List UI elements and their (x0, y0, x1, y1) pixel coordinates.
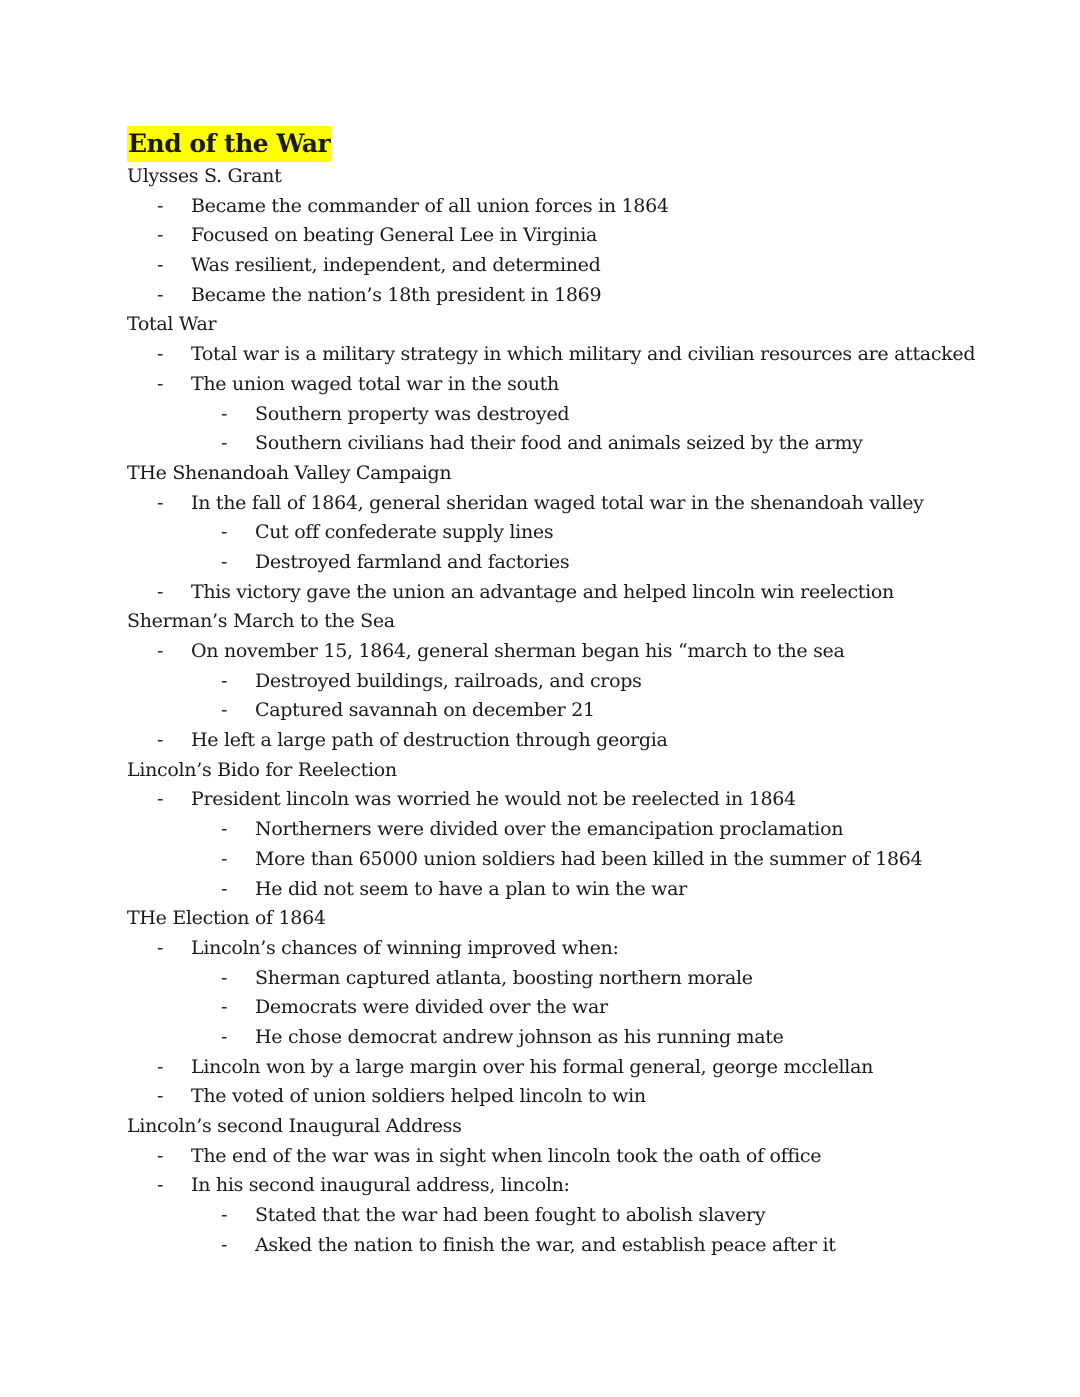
sub-bullet-item (127, 429, 1027, 459)
bullet-dash-icon: - (221, 521, 228, 544)
sub-bullet-item (127, 696, 1027, 726)
bullet-item (127, 251, 1027, 281)
bullet-dash-icon: - (221, 402, 228, 425)
sub-bullet-item (127, 667, 1027, 697)
sub-bullet-item-text: He chose democrat andrew johnson as his running mate (255, 1025, 784, 1048)
sub-bullet-item-text: Cut off confederate supply lines (255, 521, 554, 544)
section-heading (127, 459, 1027, 489)
bullet-item-text: Became the commander of all union forces in 1864 (191, 194, 669, 217)
document-page (127, 126, 1027, 1260)
sub-bullet-item (127, 1231, 1027, 1261)
bullet-item-text: In the fall of 1864, general sheridan waged total war in the shenandoah valley (191, 491, 924, 514)
bullet-dash-icon: - (221, 669, 228, 692)
bullet-dash-icon: - (221, 550, 228, 573)
bullet-item-text: In his second inaugural address, lincoln: (191, 1174, 570, 1197)
sub-bullet-item-text: Southern property was destroyed (255, 402, 570, 425)
bullet-dash-icon: - (157, 372, 164, 395)
bullet-item-text: President lincoln was worried he would not be reelected in 1864 (191, 788, 796, 811)
sub-bullet-item (127, 518, 1027, 548)
section-heading (127, 162, 1027, 192)
bullet-item-text: Total war is a military strategy in which military and civilian resources are attacked (191, 343, 976, 366)
bullet-dash-icon: - (221, 1025, 228, 1048)
notes-content (127, 162, 1027, 1260)
section-heading (127, 607, 1027, 637)
sub-bullet-item (127, 1023, 1027, 1053)
bullet-item-text: The union waged total war in the south (191, 372, 559, 395)
page-title: End of the War (127, 126, 331, 162)
bullet-item (127, 489, 1027, 519)
sub-bullet-item-text: Destroyed farmland and factories (255, 550, 570, 573)
bullet-item (127, 1082, 1027, 1112)
bullet-item-text: He left a large path of destruction through georgia (191, 729, 668, 752)
bullet-dash-icon: - (157, 343, 164, 366)
bullet-item-text: Became the nation’s 18th president in 1869 (191, 283, 602, 306)
bullet-item-text: This victory gave the union an advantage and helped lincoln win reelection (191, 580, 894, 603)
sub-bullet-item-text: Southern civilians had their food and animals seized by the army (255, 432, 863, 455)
bullet-dash-icon: - (221, 699, 228, 722)
sub-bullet-item-text: More than 65000 union soldiers had been killed in the summer of 1864 (255, 847, 923, 870)
bullet-item (127, 578, 1027, 608)
sub-bullet-item-text: Stated that the war had been fought to abolish slavery (255, 1204, 766, 1227)
bullet-item (127, 281, 1027, 311)
bullet-dash-icon: - (157, 254, 164, 277)
sub-bullet-item (127, 400, 1027, 430)
bullet-item (127, 340, 1027, 370)
sub-bullet-item-text: Democrats were divided over the war (255, 996, 608, 1019)
section-heading-text: Sherman’s March to the Sea (127, 610, 395, 633)
bullet-dash-icon: - (221, 996, 228, 1019)
bullet-dash-icon: - (221, 966, 228, 989)
bullet-dash-icon: - (157, 640, 164, 662)
bullet-dash-icon: - (157, 224, 164, 247)
sub-bullet-item-text: Captured savannah on december 21 (255, 699, 595, 722)
sub-bullet-item (127, 548, 1027, 578)
bullet-dash-icon: - (221, 1233, 228, 1256)
sub-bullet-item-text: He did not seem to have a plan to win the war (255, 877, 687, 900)
bullet-item (127, 370, 1027, 400)
section-heading-text: Lincoln’s second Inaugural Address (127, 1115, 462, 1137)
bullet-item (127, 785, 1027, 815)
bullet-item (127, 192, 1027, 222)
bullet-item-text: Was resilient, independent, and determined (191, 254, 601, 277)
bullet-item-text: Lincoln won by a large margin over his formal general, george mcclellan (191, 1055, 874, 1078)
bullet-item (127, 1053, 1027, 1083)
section-heading (127, 756, 1027, 786)
bullet-item (127, 1142, 1027, 1172)
bullet-item (127, 1171, 1027, 1201)
section-heading-text: Ulysses S. Grant (127, 165, 282, 187)
bullet-item-text: Focused on beating General Lee in Virginia (191, 224, 598, 247)
bullet-dash-icon: - (157, 491, 164, 514)
bullet-item-text: The end of the war was in sight when lincoln took the oath of office (191, 1144, 822, 1167)
bullet-dash-icon: - (221, 847, 228, 870)
section-heading (127, 310, 1027, 340)
sub-bullet-item (127, 845, 1027, 875)
bullet-item (127, 726, 1027, 756)
sub-bullet-item-text: Sherman captured atlanta, boosting northern morale (255, 966, 753, 989)
section-heading-text: Lincoln’s Bido for Reelection (127, 758, 397, 781)
bullet-dash-icon: - (157, 194, 164, 217)
section-heading-text: THe Election of 1864 (127, 907, 326, 930)
sub-bullet-item (127, 875, 1027, 905)
section-heading-text: THe Shenandoah Valley Campaign (127, 461, 452, 484)
bullet-dash-icon: - (157, 283, 164, 306)
sub-bullet-item (127, 815, 1027, 845)
sub-bullet-item-text: Northerners were divided over the emancipation proclamation (255, 818, 844, 841)
bullet-dash-icon: - (157, 1055, 164, 1078)
sub-bullet-item (127, 964, 1027, 994)
bullet-dash-icon: - (221, 432, 228, 455)
bullet-item-text: On november 15, 1864, general sherman began his “march to the sea (191, 640, 845, 662)
bullet-dash-icon: - (157, 1085, 164, 1108)
bullet-dash-icon: - (221, 1204, 228, 1227)
bullet-item (127, 934, 1027, 964)
bullet-dash-icon: - (157, 788, 164, 811)
bullet-item (127, 637, 1027, 667)
sub-bullet-item-text: Asked the nation to finish the war, and establish peace after it (255, 1233, 836, 1256)
bullet-dash-icon: - (157, 1174, 164, 1197)
bullet-item-text: Lincoln’s chances of winning improved when: (191, 936, 619, 959)
bullet-dash-icon: - (157, 729, 164, 752)
sub-bullet-item-text: Destroyed buildings, railroads, and crops (255, 669, 642, 692)
bullet-dash-icon: - (157, 936, 164, 959)
bullet-dash-icon: - (157, 1144, 164, 1167)
bullet-dash-icon: - (221, 818, 228, 841)
bullet-dash-icon: - (157, 580, 164, 603)
bullet-item-text: The voted of union soldiers helped lincoln to win (191, 1085, 646, 1108)
sub-bullet-item (127, 1201, 1027, 1231)
section-heading (127, 904, 1027, 934)
bullet-item (127, 221, 1027, 251)
section-heading-text: Total War (127, 313, 217, 336)
sub-bullet-item (127, 993, 1027, 1023)
section-heading (127, 1112, 1027, 1142)
bullet-dash-icon: - (221, 877, 228, 900)
